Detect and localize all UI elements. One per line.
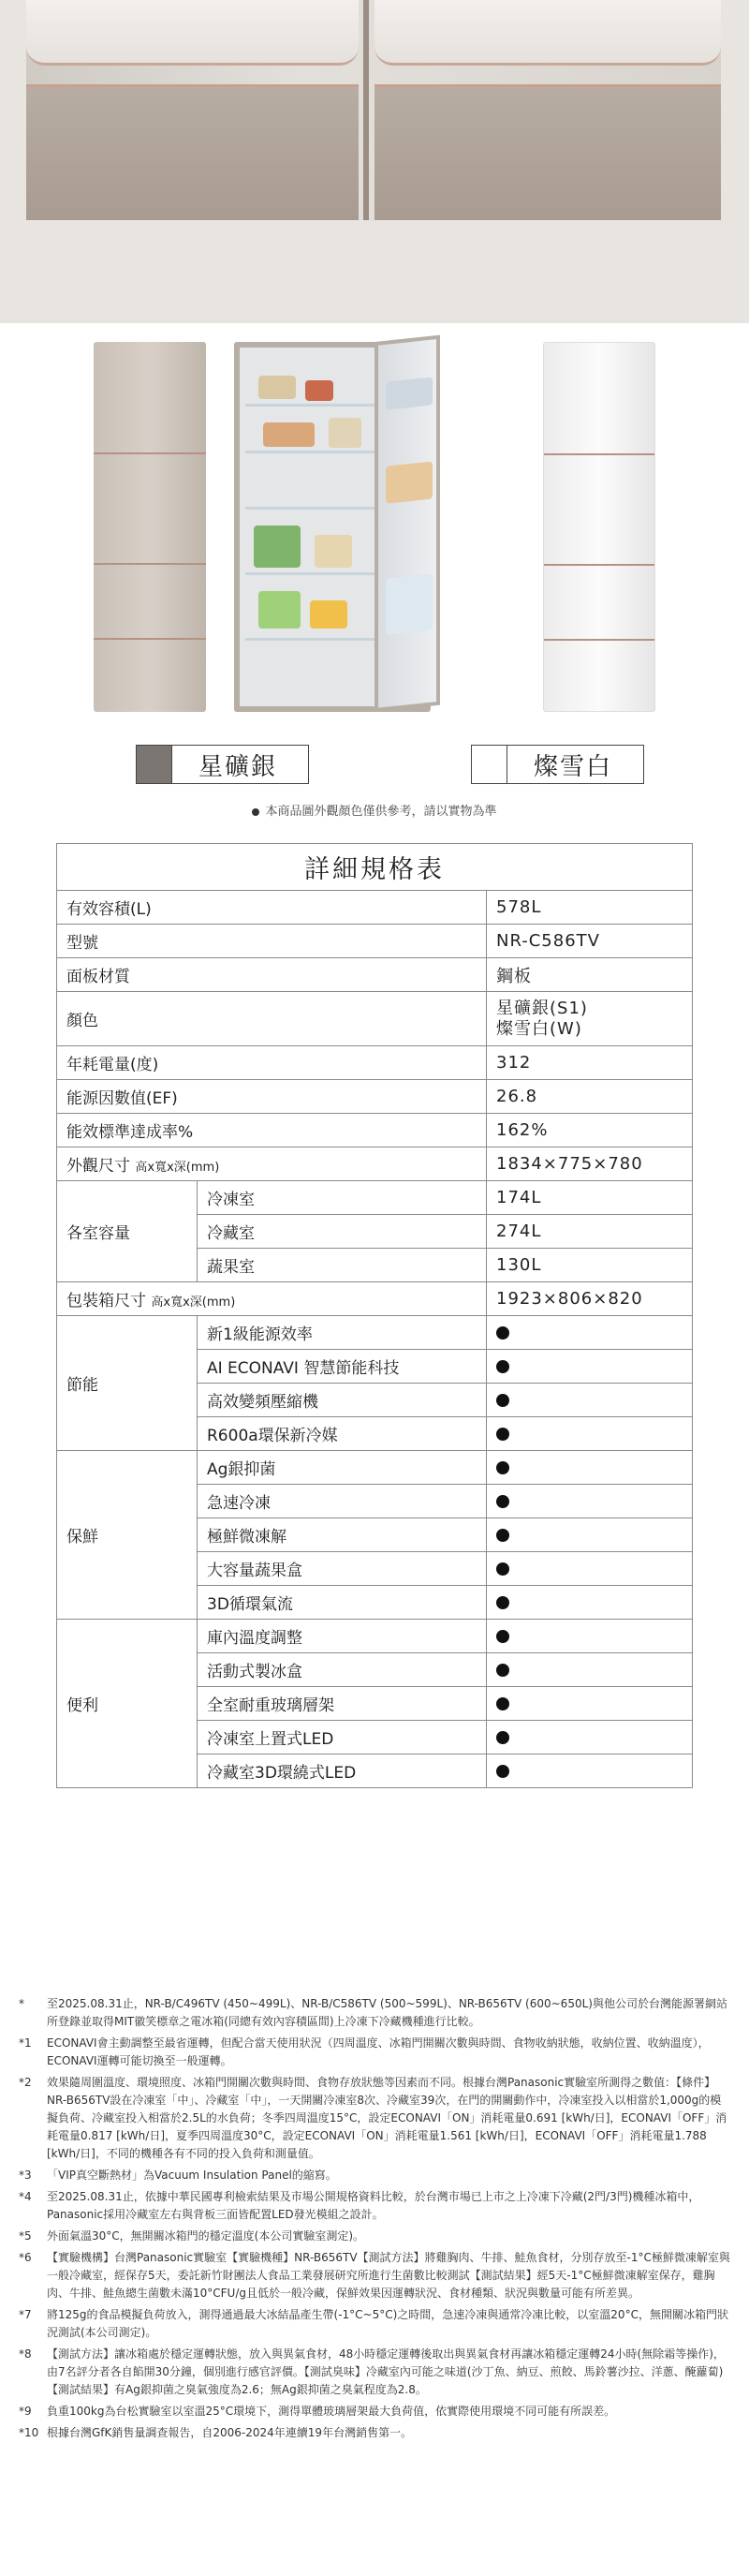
footnote — [19, 1995, 730, 2031]
color-option: 星礦銀(S1) — [496, 998, 588, 1018]
vegetable-item — [258, 591, 301, 629]
food-item — [315, 535, 352, 568]
footnote-text: 【測試方法】讓冰箱處於穩定運轉狀態，放入與異氣食材，48小時穩定運轉後取出與異氣食材再讓冰箱穩定運轉24小時(無除霜等操作)，由7名評分者各自餡開30分鐘，個別進行感官評價。【測試臭味】冷藏室內可能之味道(沙丁魚、納豆、煎餃、馬鈴薯沙拉、洋蔥、醃蘿蔔)【測試結果】有Ag銀抑菌之臭氣強度為2.6；無Ag銀抑菌之臭氣程度為2.8。 — [47, 2347, 725, 2396]
spec-value: 578L — [487, 891, 693, 925]
spec-label: 型號 — [57, 925, 487, 958]
door-line — [544, 639, 654, 641]
feature-check — [487, 1653, 693, 1687]
check-dot-icon — [496, 1495, 509, 1508]
feature-label: 庫內溫度調整 — [198, 1620, 487, 1653]
spec-label: 有效容積(L) — [57, 891, 487, 925]
footnote — [19, 2403, 730, 2421]
footnote-mark: * — [19, 1997, 24, 2010]
footnote-text: 效果隨周圍溫度、環境照度、冰箱門開關次數與時間、食物存放狀態等因素而不同。根據台灣Panasonic實驗室所測得之數值：【條件】NR-B656TV設在冷凍室「中」、冷藏室「中」，一天開關冷凍室8次、冷藏室39次，在門的開關動作中，冷凍室投入以相當於1,000g的模擬負荷、冷藏室投入相當於2.5L的水負荷；冬季四周溫度15°C，設定ECONAVI「ON」消耗電量0.691 [kWh/日]，ECONAVI「OFF」消耗電量0.817 [kWh/日]，夏季四周溫度30°C，設定ECONAVI「ON」消耗電量1.561 [kWh/日]，ECONAVI「OFF」消耗電量1.788 [kWh/日]，不同的機種各有不同的投入負荷和測量值。 — [47, 2076, 727, 2160]
swatch-white[interactable] — [471, 745, 644, 784]
footnote-text: ECONAVI會主動調整至最省運轉，但配合當天使用狀況（四周溫度、冰箱門開關次數與時間、食物收納狀態，收納位置、收納溫度），ECONAVI運轉可能切換至一般運轉。 — [47, 2036, 710, 2067]
check-dot-icon — [496, 1562, 509, 1576]
spec-label: 顏色 — [57, 992, 487, 1046]
check-dot-icon — [496, 1765, 509, 1778]
feature-check — [487, 1552, 693, 1586]
spec-value: NR-C586TV — [487, 925, 693, 958]
sub-label: 冷凍室 — [198, 1181, 487, 1215]
bullet-icon — [252, 808, 259, 816]
color-swatches — [0, 745, 749, 801]
spec-label: 年耗電量(度) — [57, 1046, 487, 1080]
footnote-text: 外面氣溫30°C，無開關冰箱門的穩定溫度(本公司實驗室測定)。 — [47, 2229, 365, 2243]
check-dot-icon — [496, 1326, 509, 1340]
footnote-mark: *1 — [19, 2036, 32, 2050]
feature-label: 高效變頻壓縮機 — [198, 1384, 487, 1417]
fridge-white-image — [543, 342, 655, 712]
footnote — [19, 2424, 730, 2442]
feature-label: 冷凍室上置式LED — [198, 1721, 487, 1754]
footnote-mark: *3 — [19, 2169, 32, 2182]
spec-label: 面板材質 — [57, 958, 487, 992]
footnote — [19, 2167, 730, 2184]
footnote-text: 至2025.08.31止，依據中華民國專利檢索結果及市場公開規格資料比較，於台灣市場已上市之上冷凍下冷藏(2門/3門)機種冰箱中，Panasonic採用冷藏室左右與背板三面皆配置LED發光模組之設計。 — [47, 2190, 700, 2221]
color-option: 燦雪白(W) — [496, 1018, 582, 1039]
feature-check — [487, 1451, 693, 1485]
vegetable-item — [254, 526, 301, 568]
hero-band — [0, 0, 749, 323]
feature-check — [487, 1384, 693, 1417]
disclaimer-text: 本商品圖外觀顏色僅供參考，請以實物為準 — [265, 805, 497, 819]
food-item — [329, 418, 361, 448]
feature-label: 全室耐重玻璃層架 — [198, 1687, 487, 1721]
check-dot-icon — [496, 1360, 509, 1373]
feature-label: 極鮮微凍解 — [198, 1518, 487, 1552]
spec-label: 能源因數值(EF) — [57, 1080, 487, 1114]
footnote-text: 至2025.08.31止，NR-B/C496TV (450~499L)、NR-B/C586TV (500~599L)、NR-B656TV (600~650L)與他公司於台灣能源署網站所登錄並取得MIT徽笑標章之電冰箱(同總有效內容積區間)上冷凍下冷藏機種進行比較。 — [47, 1997, 727, 2028]
feature-label: 新1級能源效率 — [198, 1316, 487, 1350]
footnote-mark: *6 — [19, 2251, 32, 2264]
footnote-mark: *7 — [19, 2308, 32, 2321]
label-text: 包裝箱尺寸 — [66, 1292, 146, 1310]
sub-label: 蔬果室 — [198, 1249, 487, 1282]
swatch-label: 星礦銀 — [198, 752, 278, 781]
door-line — [94, 563, 206, 565]
group-label: 便利 — [57, 1620, 198, 1788]
spec-label-package — [57, 1282, 487, 1316]
food-item — [310, 600, 347, 629]
feature-check — [487, 1687, 693, 1721]
door-line — [94, 638, 206, 640]
check-dot-icon — [496, 1529, 509, 1542]
swatch-silver[interactable] — [136, 745, 309, 784]
feature-check — [487, 1518, 693, 1552]
group-label: 保鮮 — [57, 1451, 198, 1620]
feature-label: AI ECONAVI 智慧節能科技 — [198, 1350, 487, 1384]
fridge-closeup-image — [26, 0, 721, 220]
spec-value: 162% — [487, 1114, 693, 1147]
product-image-area — [0, 323, 749, 745]
spec-label-dims — [57, 1147, 487, 1181]
door-line — [94, 452, 206, 454]
spec-value: 1923×806×820 — [487, 1282, 693, 1316]
spec-value: 174L — [487, 1181, 693, 1215]
feature-label: R600a環保新冷媒 — [198, 1417, 487, 1451]
spec-value-color — [487, 992, 693, 1046]
door-lower-right — [374, 84, 721, 220]
swatch-chip-white — [472, 746, 507, 783]
footnote-text: 將125g的食品模擬負荷放入，測得通過最大冰結晶產生帶(-1°C~5°C)之時間，急速冷凍與通常冷凍比較，以室溫20°C，無開關冰箱門狀況測試(本公司測定)。 — [47, 2308, 728, 2339]
feature-check — [487, 1417, 693, 1451]
check-dot-icon — [496, 1664, 509, 1677]
door-top-left — [26, 0, 359, 66]
check-dot-icon — [496, 1697, 509, 1710]
footnote-text: 「VIP真空斷熱材」為Vacuum Insulation Panel的縮寫。 — [47, 2169, 337, 2182]
footnote-text: 根據台灣GfK銷售量調查報告，自2006-2024年連續19年台灣銷售第一。 — [47, 2426, 413, 2439]
feature-label: 3D循環氣流 — [198, 1586, 487, 1620]
door-bottle — [386, 573, 433, 634]
footnote-text: 【實驗機構】台灣Panasonic實驗室【實驗機種】NR-B656TV【測試方法】將雞胸肉、牛排、鮭魚食材，分別存放至-1°C極鮮微凍解室與一般冷藏室，經保存5天，委託新竹財團法人食品工業發展研究所進行生菌數比較測試【測試結果】經5天-1°C極鮮微凍解室保存，雞胸肉、牛排、鮭魚總生菌數未滿10°CFU/g且低於一般冷藏，保鮮效果因運轉狀況、食材種類、狀況與數量可能有所差異。 — [47, 2251, 730, 2300]
check-dot-icon — [496, 1428, 509, 1441]
swatch-chip-silver — [137, 746, 172, 783]
door-lower-left — [26, 84, 359, 220]
food-item — [305, 380, 333, 401]
door-top-right — [374, 0, 721, 66]
feature-check — [487, 1754, 693, 1788]
spec-value: 1834×775×780 — [487, 1147, 693, 1181]
footnote — [19, 2346, 730, 2399]
footnotes — [19, 1995, 730, 2446]
food-item — [258, 376, 296, 399]
label-text: 外觀尺寸 — [66, 1157, 130, 1176]
spec-label: 能效標準達成率% — [57, 1114, 487, 1147]
label-unit: 高x寬x深(mm) — [151, 1295, 236, 1310]
door-line — [544, 453, 654, 455]
feature-label: Ag銀抑菌 — [198, 1451, 487, 1485]
label-unit: 高x寬x深(mm) — [135, 1161, 220, 1175]
door-bottle — [386, 377, 433, 409]
footnote — [19, 2074, 730, 2163]
check-dot-icon — [496, 1394, 509, 1407]
footnote-mark: *9 — [19, 2405, 32, 2418]
spec-value: 130L — [487, 1249, 693, 1282]
footnote — [19, 2249, 730, 2302]
feature-check — [487, 1721, 693, 1754]
footnote-mark: *8 — [19, 2347, 32, 2361]
feature-check — [487, 1620, 693, 1653]
swatch-label: 燦雪白 — [534, 752, 613, 781]
image-disclaimer — [0, 801, 749, 838]
feature-label: 急速冷凍 — [198, 1485, 487, 1518]
group-label: 各室容量 — [57, 1181, 198, 1282]
group-label: 節能 — [57, 1316, 198, 1451]
food-item — [263, 422, 315, 447]
footnote-mark: *5 — [19, 2229, 32, 2243]
fridge-open-door — [374, 335, 440, 712]
spec-value: 312 — [487, 1046, 693, 1080]
door-gap — [363, 0, 369, 220]
feature-label: 活動式製冰盒 — [198, 1653, 487, 1687]
feature-check — [487, 1350, 693, 1384]
footnote-mark: *4 — [19, 2190, 32, 2203]
footnote-mark: *2 — [19, 2076, 32, 2089]
footnote — [19, 2228, 730, 2245]
feature-check — [487, 1586, 693, 1620]
spec-value: 鋼板 — [487, 958, 693, 992]
check-dot-icon — [496, 1630, 509, 1643]
feature-label: 大容量蔬果盒 — [198, 1552, 487, 1586]
spec-value: 274L — [487, 1215, 693, 1249]
feature-check — [487, 1485, 693, 1518]
check-dot-icon — [496, 1731, 509, 1744]
footnote — [19, 2306, 730, 2342]
footnote — [19, 2035, 730, 2070]
check-dot-icon — [496, 1596, 509, 1609]
sub-label: 冷藏室 — [198, 1215, 487, 1249]
footnote-text: 負重100kg為台松實驗室以室溫25°C環境下，測得單體玻璃層架最大負荷值，依實際使用環境不同可能有所誤差。 — [47, 2405, 616, 2418]
door-line — [544, 564, 654, 566]
footnote-mark: *10 — [19, 2426, 39, 2439]
footnote — [19, 2188, 730, 2224]
check-dot-icon — [496, 1461, 509, 1474]
spec-table-title: 詳細規格表 — [57, 844, 693, 891]
fridge-silver-image — [94, 342, 206, 712]
feature-label: 冷藏室3D環繞式LED — [198, 1754, 487, 1788]
door-bottle — [386, 461, 433, 503]
spec-table — [56, 843, 693, 1788]
spec-value: 26.8 — [487, 1080, 693, 1114]
feature-check — [487, 1316, 693, 1350]
